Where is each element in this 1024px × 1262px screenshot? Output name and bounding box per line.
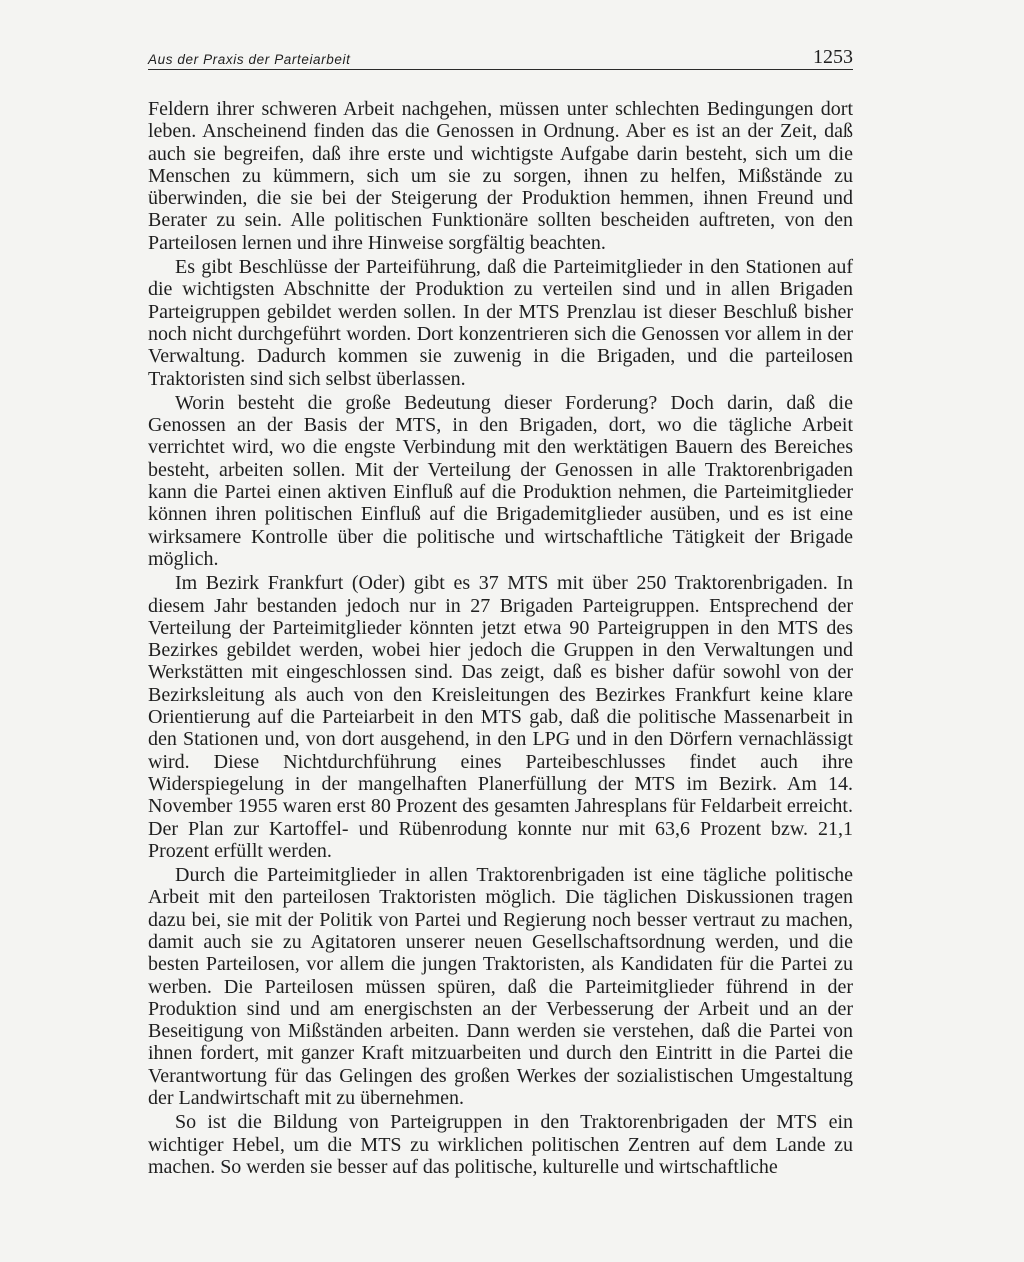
page-number: 1253: [813, 46, 853, 68]
paragraph: So ist die Bildung von Parteigruppen in den Traktorenbrigaden der MTS ein wichtiger Hebel, um die MTS zu wirklichen politischen Zentren auf dem Lande zu machen. So werden sie besser auf das politische, kulturelle und wirtschaftliche: [148, 1111, 853, 1178]
page-header: [148, 46, 853, 72]
body-text: [148, 98, 853, 1178]
paragraph: Feldern ihrer schweren Arbeit nachgehen, müssen unter schlechten Bedingungen dort leben. Anscheinend finden das die Genossen in Ordnung. Aber es ist an der Zeit, daß auch sie begreifen, daß ihre erste und wichtigste Aufgabe darin besteht, sich um die Menschen zu kümmern, sich um sie zu sorgen, ihnen zu helfen, Mißstände zu überwinden, die sie bei der Steigerung der Produktion hemmen, ihnen Freund und Berater zu sein. Alle politischen Funktionäre sollten bescheiden auftreten, von den Parteilosen lernen und ihre Hinweise sorgfältig beachten.: [148, 98, 853, 254]
paragraph: Worin besteht die große Bedeutung dieser Forderung? Doch darin, daß die Genossen an der Basis der MTS, in den Brigaden, dort, wo die tägliche Arbeit verrichtet wird, wo die engste Verbindung mit den werktätigen Bauern des Bereiches besteht, arbeiten sollen. Mit der Verteilung der Genossen in alle Traktorenbrigaden kann die Partei einen aktiven Einfluß auf die Produktion nehmen, die Parteimitglieder können ihren politischen Einfluß auf die Brigademitglieder ausüben, und es ist eine wirksamere Kontrolle über die politische und wirtschaftliche Tätigkeit der Brigade möglich.: [148, 391, 853, 570]
header-rule: [148, 69, 853, 70]
paragraph: Im Bezirk Frankfurt (Oder) gibt es 37 MTS mit über 250 Traktorenbrigaden. In diesem Jahr bestanden jedoch nur in 27 Brigaden Parteigruppen. Entsprechend der Verteilung der Parteimitglieder könnten jetzt etwa 90 Parteigruppen in den MTS des Bezirkes gebildet werden, wobei hier jedoch die Gruppen in den Verwaltungen und Werkstätten mit eingeschlossen sind. Das zeigt, daß es bisher dafür sowohl von der Bezirksleitung als auch von den Kreisleitungen des Bezirkes Frankfurt keine klare Orientierung auf die Parteiarbeit in den MTS gab, daß die politische Massenarbeit in den Stationen und, von dort ausgehend, in den LPG und in den Dörfern vernachlässigt wird. Diese Nichtdurchführung eines Parteibeschlusses findet auch ihre Widerspiegelung in der mangelhaften Planerfüllung der MTS im Bezirk. Am 14. November 1955 waren erst 80 Prozent des gesamten Jahresplans für Feldarbeit erreicht. Der Plan zur Kartoffel- und Rübenrodung konnte nur mit 63,6 Prozent bzw. 21,1 Prozent erfüllt werden.: [148, 572, 853, 862]
running-head: Aus der Praxis der Parteiarbeit: [148, 52, 351, 67]
paragraph: Es gibt Beschlüsse der Parteiführung, daß die Parteimitglieder in den Stationen auf die wichtigsten Abschnitte der Produktion zu verteilen sind und in allen Brigaden Parteigruppen gebildet werden sollen. In der MTS Prenzlau ist dieser Beschluß bisher noch nicht durchgeführt worden. Dort konzentrieren sich die Genossen vor allem in der Verwaltung. Dadurch kommen sie zuwenig in die Brigaden, und die parteilosen Traktoristen sind sich selbst überlassen.: [148, 256, 853, 390]
paragraph: Durch die Parteimitglieder in allen Traktorenbrigaden ist eine tägliche politische Arbeit mit den parteilosen Traktoristen möglich. Die täglichen Diskussionen tragen dazu bei, sie mit der Politik von Partei und Regierung noch besser vertraut zu machen, damit auch sie zu Agitatoren unserer neuen Gesellschaftsordnung werden, und die besten Parteilosen, vor allem die jungen Traktoristen, als Kandidaten für die Partei zu werben. Die Parteilosen müssen spüren, daß die Parteimitglieder führend in der Produktion sind und am energischsten an der Verbesserung der Arbeit und an der Beseitigung von Mißständen arbeiten. Dann werden sie verstehen, daß die Partei von ihnen fordert, mit ganzer Kraft mitzuarbeiten und durch den Eintritt in die Partei die Verantwortung für das Gelingen des großen Werkes der sozialistischen Umgestaltung der Landwirtschaft mit zu übernehmen.: [148, 864, 853, 1110]
